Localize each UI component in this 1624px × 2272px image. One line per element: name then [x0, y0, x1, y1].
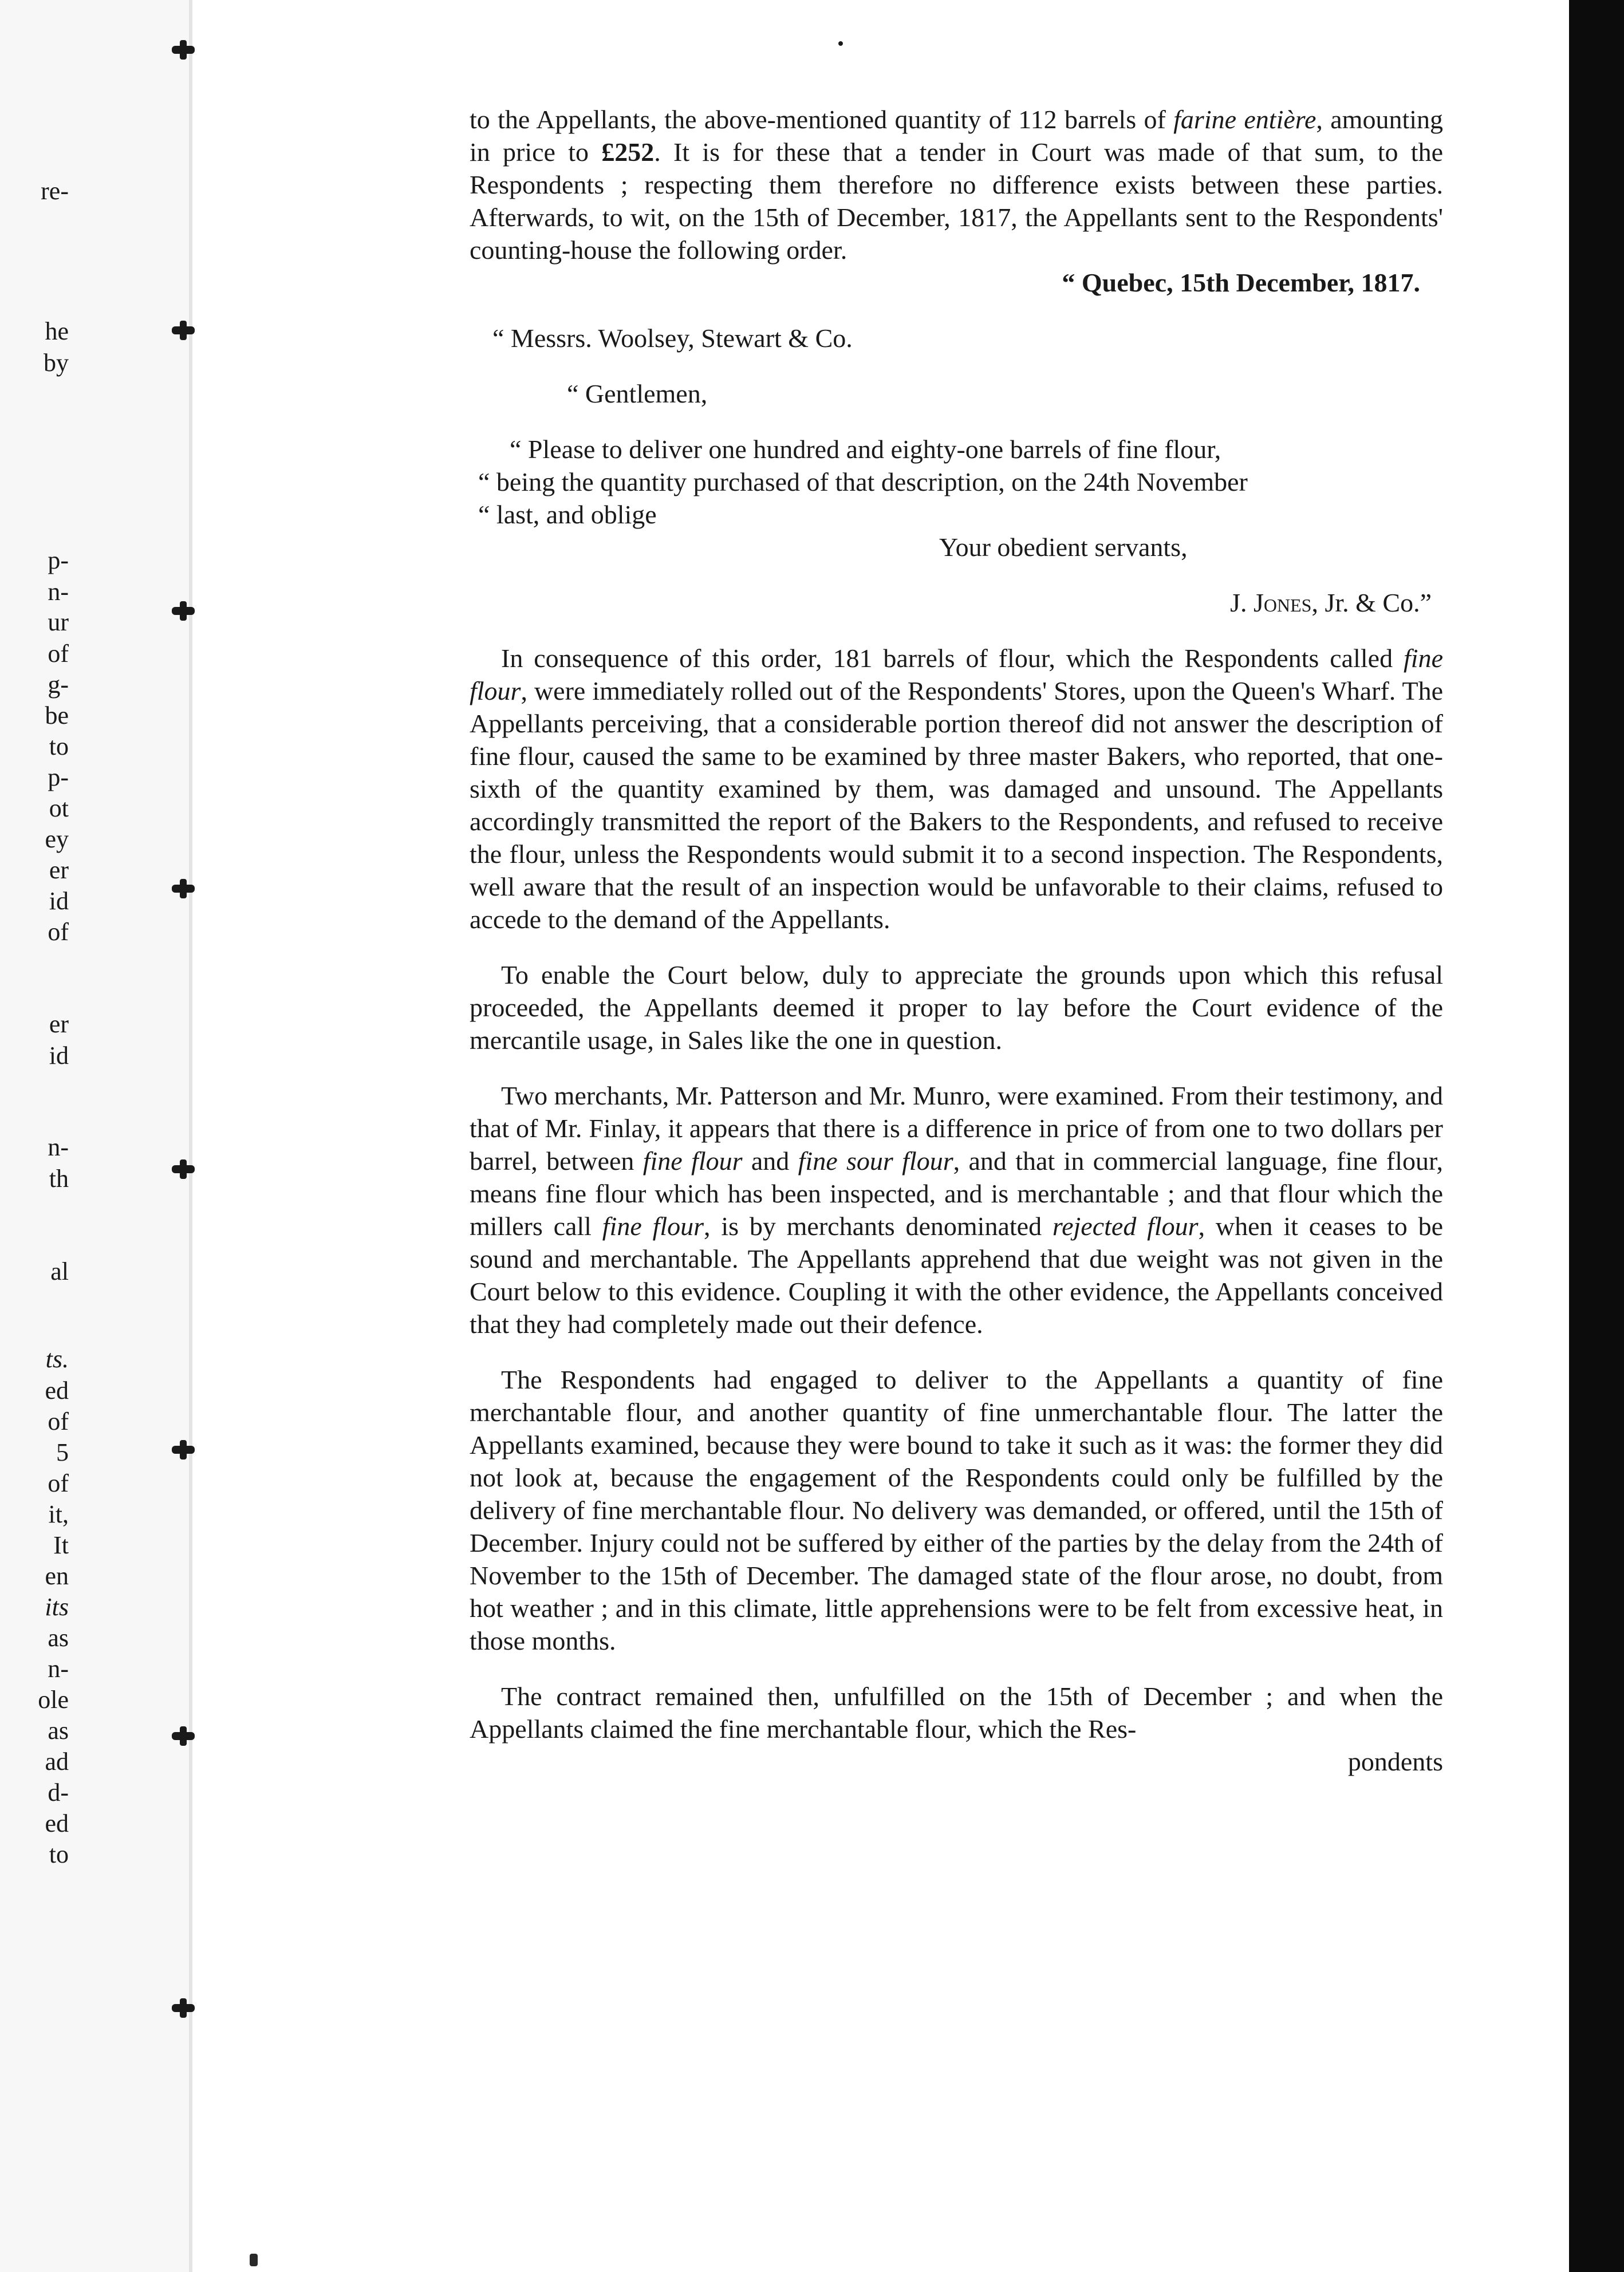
facing-page-fragment: en: [45, 1562, 69, 1590]
binding-mark: [172, 2004, 195, 2012]
binding-mark: [172, 326, 195, 334]
facing-page-fragment: er: [49, 1010, 69, 1038]
ink-dot: [838, 41, 843, 46]
binding-mark: [172, 1446, 195, 1454]
letter-body: [470, 433, 1443, 531]
right-scan-edge: [1569, 0, 1624, 2272]
facing-page-fragment: It: [53, 1531, 69, 1559]
facing-page-fragment: n-: [48, 578, 69, 606]
facing-page-fragment: g-: [48, 670, 69, 699]
facing-page-fragment: n-: [48, 1133, 69, 1161]
facing-page-fragment: d-: [48, 1778, 69, 1806]
facing-page-fragment: id: [49, 1042, 69, 1070]
letter-greeting: “ Gentlemen,: [567, 379, 708, 408]
facing-page-fragment: be: [45, 701, 69, 729]
paragraph-court-evidence: To enable the Court below, duly to appreciate the grounds upon which this refusal proceeded, the Appellants deemed it proper to lay before the Court evidence of the mercantile usage, in Sales like the one in question.: [470, 960, 1443, 1055]
paragraph-order-consequence: In consequence of this order, 181 barrels of flour, which the Respondents called fine flour, were immediately rolled out of the Respondents' Stores, upon the Queen's Wharf. The Appellants perceiving, that a considerable portion thereof did not answer the description of fine flour, caused the same to be examined by three master Bakers, who reported, that one-sixth of the quantity examined by them, was damaged and unsound. The Appellants accordingly transmitted the report of the Bakers to the Respondents, and refused to receive the flour, unless the Respondents would submit it to a second inspection. The Respondents, well aware that the result of an inspection would be unfavorable to their claims, refused to accede to the demand of the Appellants.: [470, 644, 1443, 934]
facing-page-fragment: id: [49, 887, 69, 915]
letter-dateline: “ Quebec, 15th December, 1817.: [1062, 268, 1420, 297]
facing-page-fragment: its: [45, 1593, 69, 1621]
facing-page-fragment: of: [48, 640, 69, 668]
facing-page-fragment: of: [48, 1469, 69, 1497]
document-page: [470, 103, 1443, 1778]
facing-page-fragment: re-: [41, 177, 69, 205]
facing-page-fragment: as: [48, 1624, 69, 1652]
binding-mark: [172, 607, 195, 615]
facing-page-fragment: p-: [48, 763, 69, 791]
binding-mark: [172, 46, 195, 54]
facing-page-fragment: ot: [49, 794, 69, 822]
binding-mark: [172, 1732, 195, 1740]
facing-page-fragment: to: [49, 732, 69, 760]
facing-page-fragment: ad: [45, 1748, 69, 1776]
facing-page-fragment: by: [44, 349, 69, 377]
letter-closing: Your obedient servants,: [939, 532, 1188, 562]
opening-paragraph: to the Appellants, the above-mentioned quantity of 112 barrels of farine entière, amounting in price to £252. It is for these that a tender in Court was made of that sum, to the Respondents ; respecting them therefore no difference exists between these parties. Afterwards, to wit, on the 15th of December, 1817, the Appellants sent to the Respondents' counting-house the following order.: [470, 105, 1444, 265]
facing-page-fragment: he: [45, 317, 69, 345]
facing-page-fragment: th: [49, 1165, 69, 1193]
letter-line: “ being the quantity purchased of that description, on the 24th November: [478, 467, 1248, 496]
paragraph-respondents-engagement: The Respondents had engaged to deliver to the Appellants a quantity of fine merchantable flour, and another quantity of fine unmerchantable flour. The latter the Appellants examined, because they were bound to take it such as it was: the former they did not look at, because the engagement of the Respondents could only be fulfilled by the delivery of fine merchantable flour. No delivery was demanded, or offered, until the 15th of December. Injury could not be suffered by either of the parties by the delay from the 24th of November to the 15th of December. The damaged state of the flour arose, no doubt, from hot weather ; and in this climate, little apprehensions were to be felt from excessive heat, in those months.: [470, 1365, 1443, 1655]
letter-line: “ last, and oblige: [478, 500, 657, 529]
facing-page-fragment: al: [50, 1257, 69, 1285]
binding-mark: [172, 885, 195, 893]
facing-page-fragment: p-: [48, 546, 69, 574]
facing-page-fragment: n-: [48, 1655, 69, 1683]
binding-mark: [172, 1165, 195, 1173]
facing-page-fragment: ed: [45, 1809, 69, 1837]
left-page-gutter: [0, 0, 189, 2272]
facing-page-fragment: ur: [48, 608, 69, 636]
facing-page-fragment: to: [49, 1840, 69, 1868]
facing-page-fragment: of: [48, 918, 69, 946]
letter-addressee: “ Messrs. Woolsey, Stewart & Co.: [492, 324, 853, 353]
facing-page-fragment: er: [49, 856, 69, 884]
facing-page-fragment: ts.: [45, 1345, 69, 1373]
facing-page-fragment: ed: [45, 1376, 69, 1405]
paragraph-contract-unfulfilled: The contract remained then, unfulfilled on the 15th of December ; and when the Appellants claimed the fine merchantable flour, which the Res-: [470, 1682, 1443, 1744]
gutter-fold-line: [189, 0, 192, 2272]
paragraph-merchants-testimony: Two merchants, Mr. Patterson and Mr. Munro, were examined. From their testimony, and that of Mr. Finlay, it appears that there is a difference in price of from one to two dollars per barrel, between fine flour and fine sour flour, and that in commercial language, fine flour, means fine flour which has been inspected, and is merchantable ; and that flour which the millers call fine flour, is by merchants denominated rejected flour, when it ceases to be sound and merchantable. The Appellants apprehend that due weight was not given in the Court below to this evidence. Coupling it with the other evidence, the Appellants conceived that they had completely made out their defence.: [470, 1081, 1443, 1339]
facing-page-fragment: as: [48, 1717, 69, 1745]
facing-page-fragment: of: [48, 1407, 69, 1435]
catchword: pondents: [1347, 1747, 1443, 1776]
letter-line: “ Please to deliver one hundred and eighty-one barrels of fine flour,: [510, 435, 1221, 464]
letter-signature: J. Jones, Jr. & Co.”: [1230, 588, 1432, 617]
facing-page-fragment: 5: [56, 1438, 69, 1466]
facing-page-fragment: ey: [45, 825, 69, 853]
ink-mark: [250, 2254, 258, 2266]
facing-page-fragment: it,: [48, 1500, 69, 1528]
facing-page-fragment: ole: [38, 1686, 69, 1714]
